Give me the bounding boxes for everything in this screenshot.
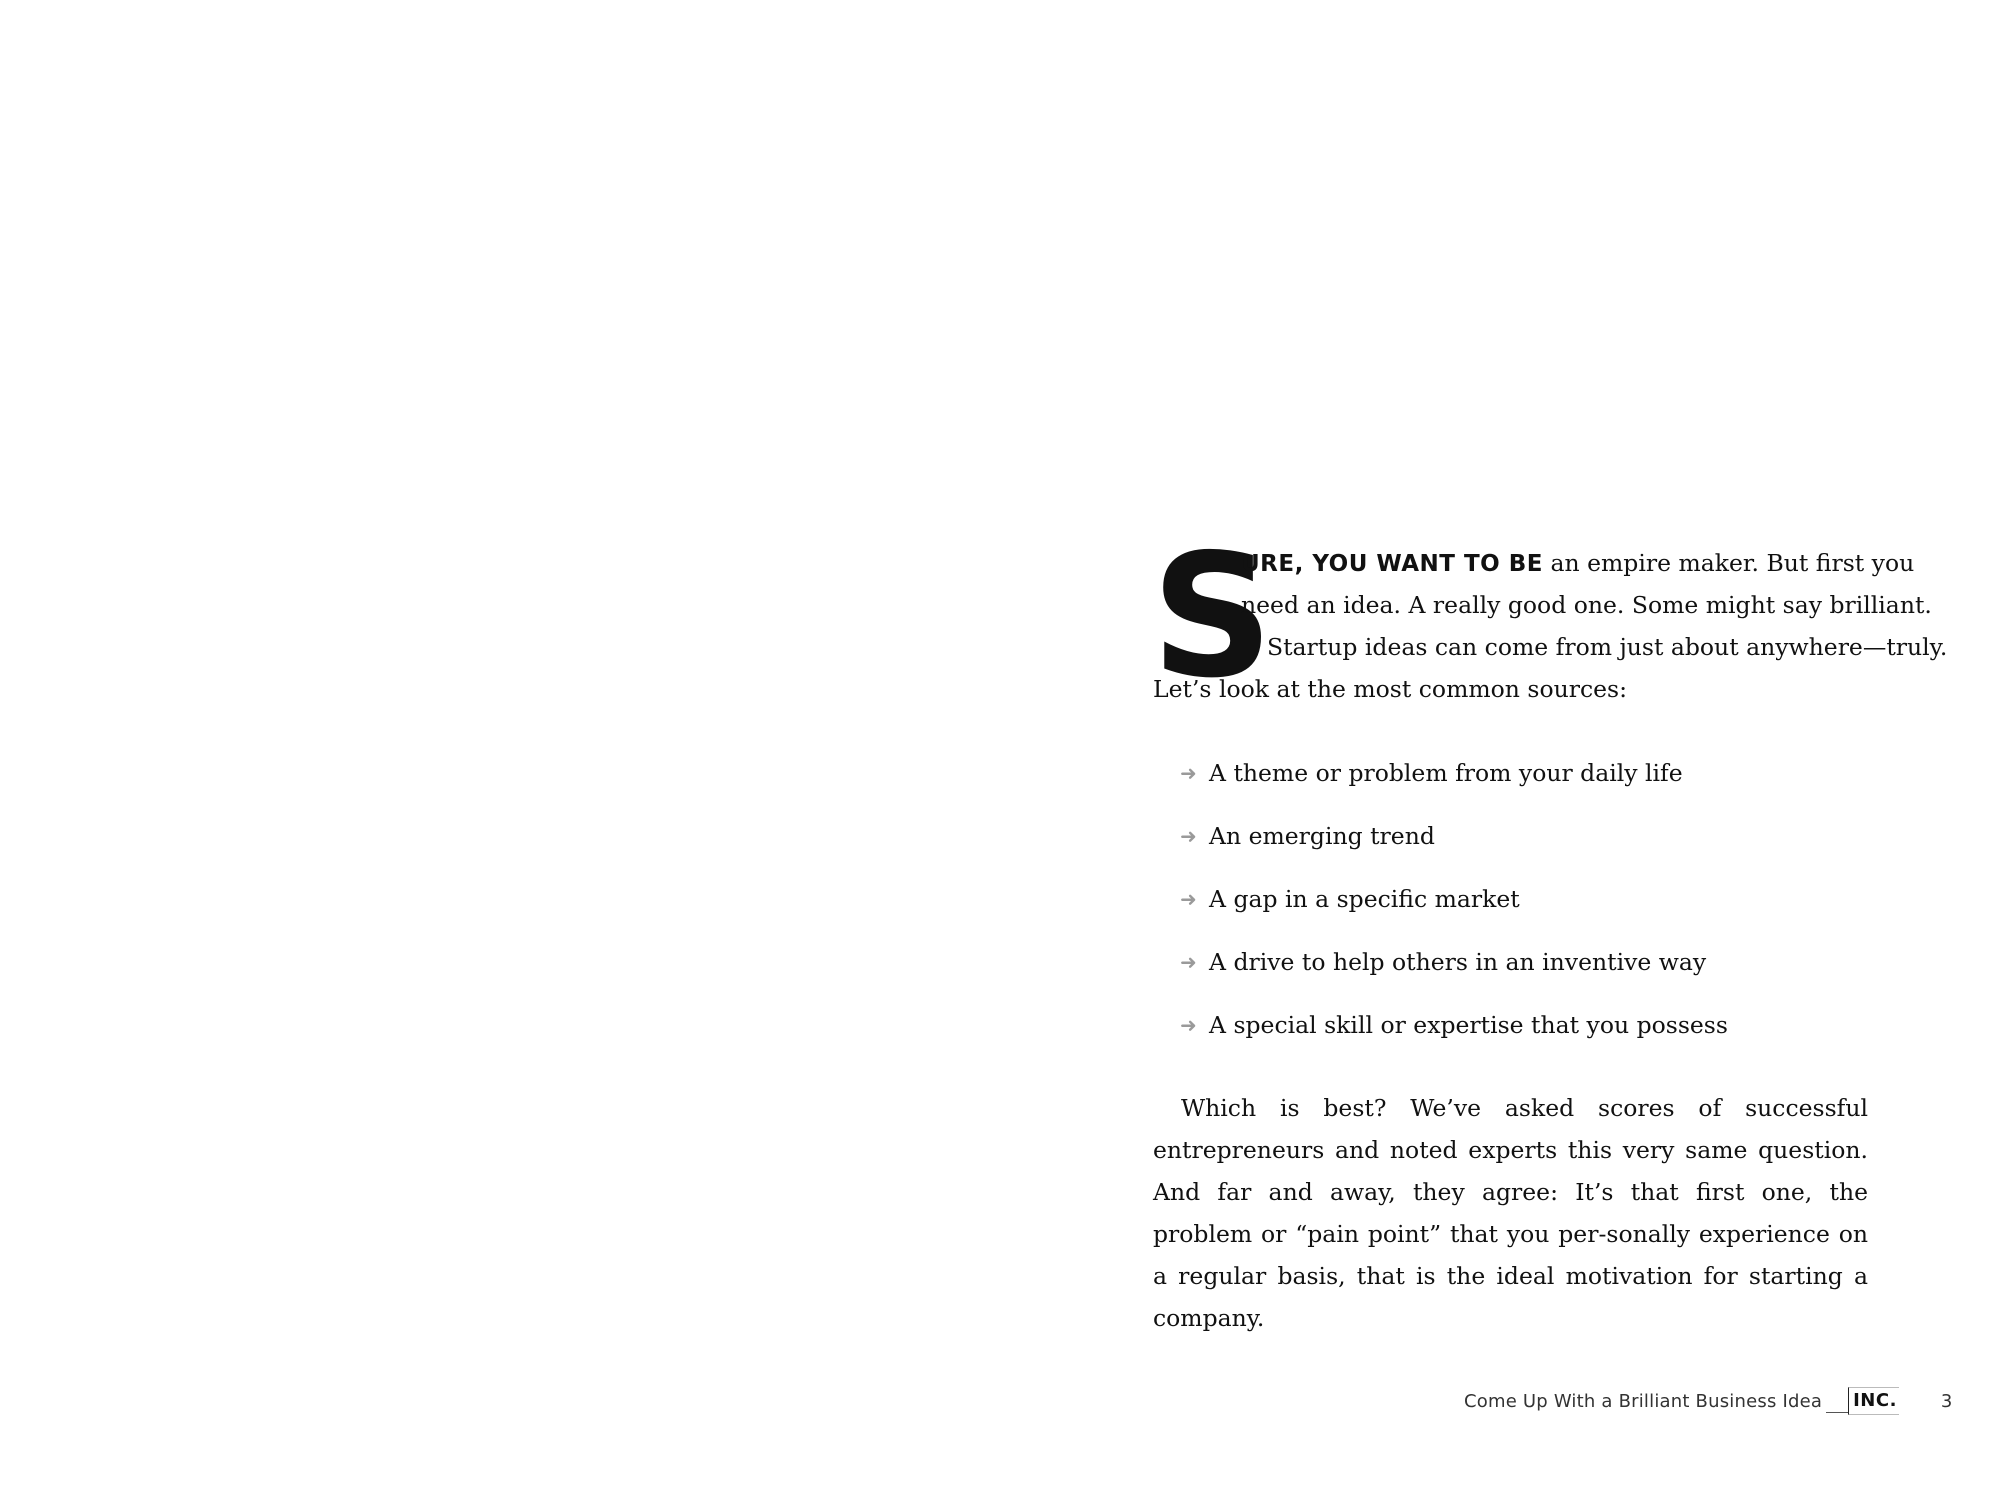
intro-line-3: Startup ideas can come from just about anywhere—truly. [1267,633,1948,661]
logo-text: INC. [1848,1387,1899,1415]
arrow-right-icon: ➜ [1180,761,1197,785]
list-item-text: A drive to help others in an inventive way [1209,948,1707,976]
inc-logo [1826,1387,1899,1415]
list-item-text: A special skill or expertise that you possess [1209,1011,1728,1039]
intro-line-1 [1241,542,1914,585]
list-item [1153,941,1868,1004]
list-item-text: An emerging trend [1209,822,1435,850]
lead-in: URE, YOU WANT TO BE [1241,551,1543,577]
list-item [1153,878,1868,941]
footer-title: Come Up With a Brilliant Business Idea [1464,1390,1823,1412]
intro-line-4: Let’s look at the most common sources: [1153,675,1628,703]
arrow-right-icon: ➜ [1180,887,1197,911]
arrow-right-icon: ➜ [1180,950,1197,974]
list-item-text: A gap in a specific market [1209,885,1520,913]
arrow-right-icon: ➜ [1180,824,1197,848]
article-body [1151,518,1948,1339]
logo-rule [1826,1402,1848,1413]
list-item-text: A theme or problem from your daily life [1209,759,1683,787]
sources-list [1153,752,1868,1067]
drop-cap: S [1151,518,1274,716]
list-item [1153,752,1868,815]
page-number: 3 [1940,1390,1953,1412]
intro-line-2: need an idea. A really good one. Some might say brilliant. [1241,591,1932,619]
intro-line-1-text: an empire maker. But first you [1543,549,1915,577]
list-item [1153,815,1868,878]
intro-paragraph [1151,518,1948,716]
arrow-right-icon: ➜ [1180,1013,1197,1037]
page-footer [1464,1384,1952,1418]
closing-paragraph: Which is best? We’ve asked scores of successful entrepreneurs and noted experts this very same question. And far and away, they agree: It’s that first one, the problem or “pain point” that you per-sonally experience on a regular basis, that is the ideal motivation for starting a company. [1153,1094,1868,1332]
list-item [1153,1004,1868,1067]
